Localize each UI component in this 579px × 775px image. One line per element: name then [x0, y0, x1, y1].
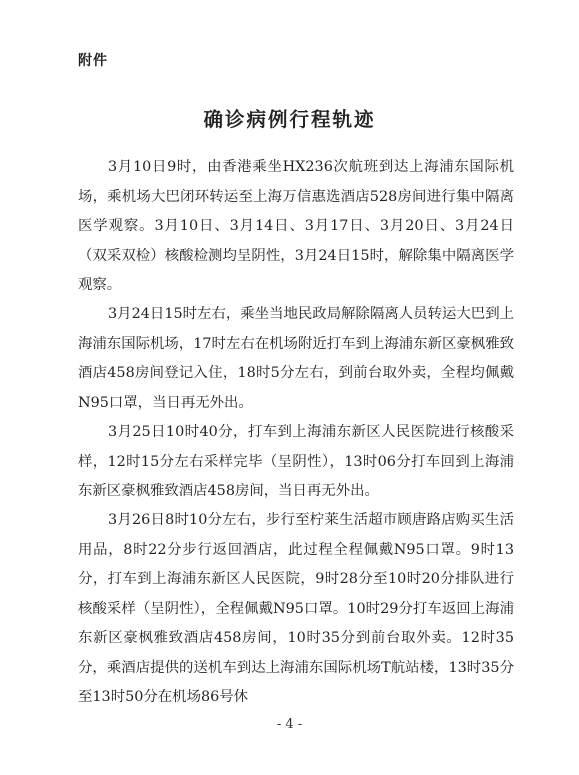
- document-title: 确诊病例行程轨迹: [203, 108, 376, 131]
- paragraph-3: 3月25日10时40分，打车到上海浦东新区人民医院进行核酸采样，12时15分左右采样完毕（呈阴性），13时06分打车回到上海浦东新区豪枫雅致酒店458房间，当日再无外出。: [78, 424, 514, 499]
- paragraph-2: 3月24日15时左右，乘坐当地民政局解除隔离人员转运大巴到上海浦东国际机场，17时左右在机场附近打车到上海浦东新区豪枫雅致酒店458房间登记入住，18时5分左右，到前台取外卖，全程均佩戴N95口罩，当日再无外出。: [78, 306, 514, 411]
- attachment-label: 附件: [78, 53, 108, 69]
- paragraph-4: 3月26日8时10分左右，步行至柠莱生活超市顾唐路店购买生活用品，8时22分步行返回酒店，此过程全程佩戴N95口罩。9时13分，打车到上海浦东新区人民医院，9时28分至10时20分排队进行核酸采样（呈阴性），全程佩戴N95口罩。10时29分打车返回上海浦东新区豪枫雅致酒店458房间，10时35分到前台取外卖。12时35分，乘酒店提供的送机车到达上海浦东国际机场T航站楼，13时35分至13时50分在机场86号休: [78, 512, 514, 705]
- paragraph-1: 3月10日9时，由香港乘坐HX236次航班到达上海浦东国际机场，乘机场大巴闭环转运至上海万信惠选酒店528房间进行集中隔离医学观察。3月10日、3月14日、3月17日、3月20日、3月24日（双采双检）核酸检测均呈阴性，3月24日15时，解除集中隔离医学观察。: [78, 159, 514, 293]
- page-number: - 4 -: [276, 717, 303, 732]
